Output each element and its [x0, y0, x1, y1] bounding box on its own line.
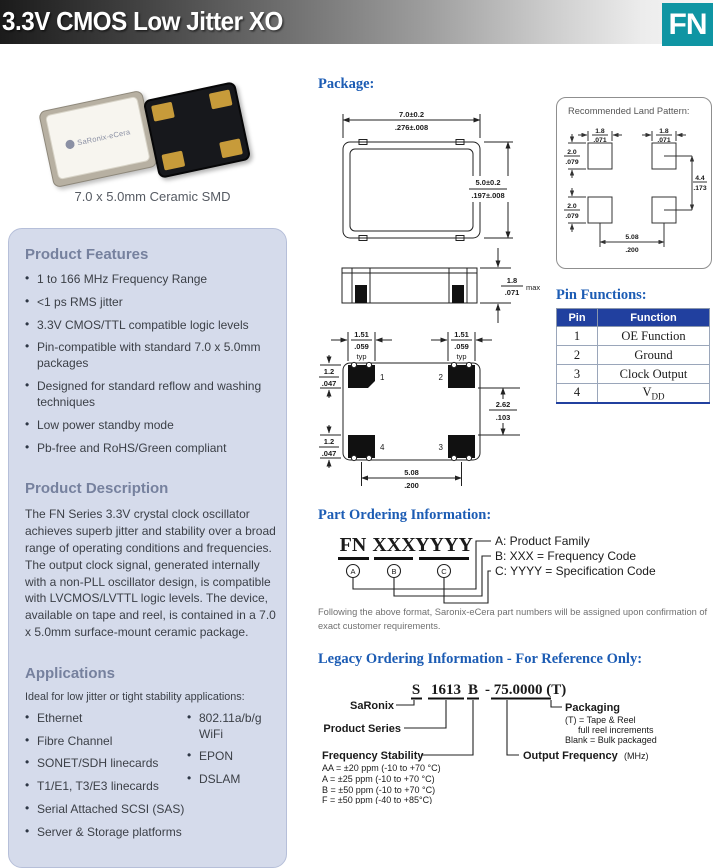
land-dim-hpitch-mm: 5.08	[625, 234, 639, 241]
land-dim-pad-h-in: .079	[565, 213, 579, 220]
features-heading: Product Features	[25, 246, 149, 263]
stability-option: AA = ±20 ppm (-10 to +70 °C)	[322, 763, 441, 773]
applications-intro: Ideal for low jitter or tight stability applications:	[25, 690, 245, 703]
label-product-series: Product Series	[323, 723, 401, 735]
packaging-option: Blank = Bulk packaged	[565, 735, 657, 745]
dim-pitch-mm: 5.08	[404, 468, 419, 477]
dim-height-in: .197±.008	[471, 191, 505, 200]
col-header-function: Function	[598, 309, 710, 327]
table-header-row	[557, 309, 710, 327]
page-title: 3.3V CMOS Low Jitter XO	[2, 6, 283, 36]
dim-pad-width-mm: 1.51	[354, 330, 369, 339]
chip-pad	[161, 151, 185, 171]
feature-item: • Pb-free and RoHS/Green compliant	[25, 441, 276, 457]
features-list	[25, 272, 276, 456]
photo-caption: 7.0 x 5.0mm Ceramic SMD	[74, 189, 231, 204]
applications-col2	[187, 711, 276, 848]
chip-pad	[209, 89, 233, 109]
pin-cell: 2	[557, 346, 598, 365]
land-dim-pad-w-in: .071	[593, 137, 607, 144]
dim-pad-typ: typ	[356, 352, 367, 361]
pin-cell: 3	[557, 365, 598, 384]
pin2-number: 2	[438, 373, 443, 382]
pin-functions-table	[556, 308, 710, 404]
legend-frequency-code: B: XXX = Frequency Code	[495, 549, 637, 563]
table-row	[557, 384, 710, 403]
legacy-ordering-heading: Legacy Ordering Information - For Reference Only:	[318, 651, 643, 667]
dim-pitch-in: .200	[404, 481, 419, 490]
pn-family: FN	[339, 534, 367, 556]
col-header-pin: Pin	[557, 309, 598, 327]
circle-b: B	[391, 567, 397, 576]
land-dim-hpitch-in: .200	[625, 247, 639, 254]
dim-height-mm: 5.0±0.2	[475, 178, 501, 187]
stability-option: A = ±25 ppm (-10 to +70 °C)	[322, 774, 435, 784]
function-cell: OE Function	[598, 327, 710, 346]
dim-thickness-mm: 1.8	[506, 276, 518, 285]
package-drawing	[315, 96, 547, 508]
product-photo-bottom	[143, 81, 252, 179]
legacy-pn-series: 1613	[431, 682, 461, 698]
application-item: • SONET/SDH linecards	[25, 756, 187, 772]
fn-series-logo: FN	[662, 3, 713, 46]
function-cell: $V_{DD}$	[598, 384, 710, 403]
description-heading: Product Description	[25, 480, 169, 498]
circle-a: A	[350, 567, 356, 576]
pin-functions-heading: Pin Functions:	[556, 287, 647, 303]
output-frequency-unit: (MHz)	[624, 751, 649, 761]
info-panel	[8, 228, 287, 868]
feature-item: • 3.3V CMOS/TTL compatible logic levels	[25, 318, 276, 334]
header-bar	[0, 0, 713, 44]
circle-markers	[347, 565, 451, 578]
label-saronix: SaRonix	[349, 700, 394, 712]
land-pattern-drawing	[560, 123, 708, 265]
land-dim-vpitch-mm: 4.4	[695, 175, 705, 182]
chip-logo-text: SaRonix-eCera	[76, 126, 131, 147]
application-item: • Serial Attached SCSI (SAS)	[25, 802, 187, 818]
pn-frequency-code: XXX	[372, 534, 416, 556]
ordering-note: Following the above format, Saronix-eCera part numbers will be assigned upon confirmation of exact customer requirements.	[318, 607, 708, 631]
pin4-number: 4	[380, 443, 385, 452]
chip-face	[45, 96, 151, 180]
application-item: • Server & Storage platforms	[25, 825, 187, 841]
dim-pad-height-mm: 1.2	[323, 367, 335, 376]
land-dim-pad-w-mm: 1.8	[595, 128, 605, 135]
legacy-pn-brand: S	[411, 682, 421, 698]
chip-pad	[151, 102, 175, 122]
dim-width-mm: 7.0±0.2	[399, 110, 424, 119]
dim-pad-height-in: .047	[321, 379, 337, 388]
feature-item: • Pin-compatible with standard 7.0 x 5.0mm packages	[25, 340, 276, 372]
land-dim-pad-w-mm: 1.8	[659, 128, 669, 135]
pn-spec-code: YYYY	[415, 534, 473, 556]
land-dim-vpitch-in: .173	[693, 185, 707, 192]
land-dim-pad-h-mm: 2.0	[567, 203, 577, 210]
label-packaging: Packaging	[565, 702, 621, 714]
land-pattern-title: Recommended Land Pattern:	[568, 106, 690, 116]
dim-row-gap-mm: 2.62	[495, 400, 511, 409]
applications-heading: Applications	[25, 664, 116, 682]
packaging-option: (T) = Tape & Reel	[565, 715, 636, 725]
label-output-frequency: Output Frequency	[523, 750, 618, 762]
part-ordering-heading: Part Ordering Information:	[318, 507, 492, 523]
dim-thickness-in: .071	[504, 288, 520, 297]
package-top-view	[343, 110, 513, 241]
application-item: • DSLAM	[187, 772, 276, 788]
pin3-number: 3	[438, 443, 443, 452]
legend-product-family: A: Product Family	[495, 534, 590, 548]
land-dim-pad-h-mm: 2.0	[567, 149, 577, 156]
package-bottom-view	[319, 330, 521, 490]
application-item: • 802.11a/b/g WiFi	[187, 711, 276, 743]
package-side-view	[342, 248, 540, 323]
land-dim-pad-w-in: .071	[657, 137, 671, 144]
applications-col1	[25, 711, 187, 848]
dim-row-gap-in: .103	[495, 413, 511, 422]
application-item: • Ethernet	[25, 711, 187, 727]
legend-spec-code: C: YYYY = Specification Code	[495, 564, 656, 578]
feature-item: • Designed for standard reflow and washing techniques	[25, 379, 276, 411]
feature-item: • Low power standby mode	[25, 418, 276, 434]
feature-item: • <1 ps RMS jitter	[25, 295, 276, 311]
dim-width-in: .276±.008	[394, 123, 429, 132]
dim-pad-width-in: .059	[454, 342, 469, 351]
dim-pad-height-in: .047	[321, 449, 337, 458]
dim-pad-height-mm: 1.2	[323, 437, 335, 446]
product-photo-top	[38, 90, 158, 188]
feature-item: • 1 to 166 MHz Frequency Range	[25, 272, 276, 288]
stability-option: B = ±50 ppm (-10 to +70 °C)	[322, 785, 436, 795]
dim-pad-typ: typ	[456, 352, 467, 361]
application-item: • EPON	[187, 749, 276, 765]
land-dim-pad-h-in: .079	[565, 159, 579, 166]
pin-cell: 4	[557, 384, 598, 403]
pin-cell: 1	[557, 327, 598, 346]
saronix-logo-icon	[65, 139, 76, 150]
circle-c: C	[441, 567, 447, 576]
dim-thickness-note: max	[526, 283, 541, 292]
pin1-number: 1	[380, 373, 385, 382]
function-cell: Ground	[598, 346, 710, 365]
table-row	[557, 346, 710, 365]
packaging-option: full reel increments	[578, 725, 654, 735]
package-heading: Package:	[318, 76, 375, 92]
legacy-pn-frequency: - 75.0000 (T)	[485, 682, 567, 698]
chip-pad	[219, 138, 243, 158]
label-frequency-stability: Frequency Stability	[322, 750, 424, 762]
stability-option: F = ±50 ppm (-40 to +85°C)	[322, 795, 433, 804]
function-cell: Clock Output	[598, 365, 710, 384]
legacy-ordering-diagram	[315, 669, 713, 804]
legacy-pn-stability: B	[467, 682, 479, 698]
land-pattern-box	[556, 97, 712, 269]
description-body: The FN Series 3.3V crystal clock oscillator achieves superb jitter and stability over a broad range of operating conditions and frequencies. The output clock signal, generated internally with a non-PLL oscillator design, is compatible with LVCMOS/LVTTL logic levels. The device, available on tape and reel, is contained in a 7.0 x 5.0mm surface-mount ceramic package.	[25, 507, 276, 640]
dim-pad-width-mm: 1.51	[454, 330, 469, 339]
applications-columns	[25, 711, 276, 848]
table-row	[557, 327, 710, 346]
application-item: • T1/E1, T3/E3 linecards	[25, 779, 187, 795]
dim-pad-width-in: .059	[354, 342, 369, 351]
vdd-subscript: DD	[651, 391, 665, 401]
application-item: • Fibre Channel	[25, 734, 187, 750]
table-row	[557, 365, 710, 384]
